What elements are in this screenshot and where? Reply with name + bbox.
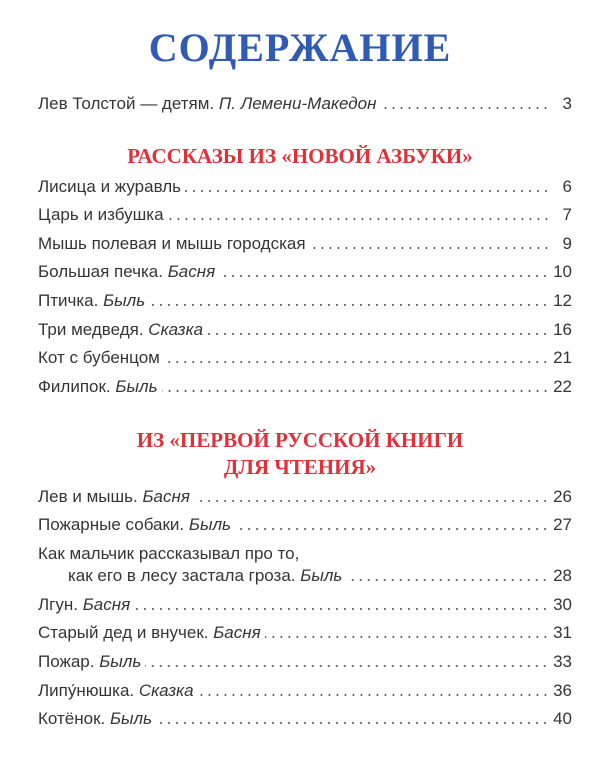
entry-genre: Басня (167, 262, 216, 282)
section-heading (0, 427, 600, 481)
toc-entry[interactable] (38, 591, 572, 620)
dot-leader (149, 304, 549, 306)
entry-title: Филипок. (38, 376, 111, 396)
entry-genre: Быль (300, 565, 343, 585)
toc-entry[interactable] (38, 373, 572, 402)
dot-leader (162, 390, 550, 392)
page-number: 33 (553, 652, 572, 672)
page-number: 27 (553, 515, 572, 535)
entry-title: Три медведя. (38, 319, 144, 339)
toc-entry[interactable] (38, 201, 572, 230)
toc-entry[interactable] (38, 230, 572, 259)
page-number: 6 (562, 176, 572, 196)
entry-title-line1: Как мальчик рассказывал про то, (38, 543, 300, 563)
entry-title: Лгун. (38, 594, 78, 614)
dot-leader (164, 361, 549, 363)
toc-entry[interactable] (38, 540, 572, 591)
page-number: 36 (553, 680, 572, 700)
dot-leader (265, 636, 549, 638)
toc-entry[interactable] (38, 648, 572, 677)
entry-genre: Быль (103, 291, 146, 311)
page-number: 3 (562, 94, 572, 113)
toc-entry[interactable] (38, 619, 572, 648)
entry-genre: Быль (109, 709, 153, 729)
dot-leader (168, 218, 550, 220)
dot-leader (156, 722, 549, 724)
entry-title: Мышь полевая и мышь городская (38, 233, 306, 253)
toc-entry[interactable] (38, 90, 572, 119)
intro-list (38, 90, 572, 119)
entry-title: Пожарные собаки. (38, 515, 185, 535)
toc-entry[interactable] (38, 287, 572, 316)
section1-list (38, 173, 572, 402)
entry-title: Пожар. (38, 652, 95, 672)
dot-leader (219, 275, 549, 277)
toc-entry[interactable] (38, 344, 572, 373)
dot-leader (310, 247, 550, 249)
dot-leader (380, 107, 550, 109)
page-title: СОДЕРЖАНИЕ (148, 25, 452, 70)
dot-leader (198, 694, 549, 696)
toc-entry[interactable] (38, 705, 572, 734)
toc-entry[interactable] (38, 483, 572, 512)
page-number: 31 (553, 623, 572, 643)
dot-leader (134, 608, 549, 610)
section-heading-line: ИЗ «ПЕРВОЙ РУССКОЙ КНИГИ (136, 427, 464, 452)
entry-author: П. Лемени-Македон (218, 94, 377, 113)
entry-title: Большая печка. (38, 262, 163, 282)
section-heading-line: ДЛЯ ЧТЕНИЯ» (223, 454, 377, 479)
entry-genre: Сказка (138, 680, 194, 700)
page-number: 40 (553, 709, 572, 729)
entry-title-line2: как его в лесу застала гроза. (68, 565, 296, 585)
entry-title: Птичка. (38, 291, 99, 311)
entry-title: Старый дед и внучек. (38, 623, 209, 643)
entry-title: Лисица и журавль (38, 176, 181, 196)
entry-genre: Быль (99, 652, 142, 672)
entry-title: Царь и избушка (38, 205, 164, 225)
dot-leader (185, 190, 550, 192)
page-number: 12 (553, 291, 572, 311)
entry-title: Лев и мышь. (38, 486, 138, 506)
toc-entry[interactable] (38, 677, 572, 706)
section-heading: РАССКАЗЫ ИЗ «НОВОЙ АЗБУКИ» (127, 144, 473, 168)
dot-leader (207, 333, 549, 335)
entry-title: Лев Толстой — детям. (38, 94, 215, 113)
page-number: 7 (562, 205, 572, 225)
page-number: 16 (553, 319, 572, 339)
dot-leader (145, 665, 549, 667)
entry-genre: Басня (142, 486, 190, 506)
toc-entry[interactable] (38, 258, 572, 287)
entry-title: Кот с бубенцом (38, 348, 160, 368)
page-number: 9 (562, 233, 572, 253)
section2-list (38, 483, 572, 734)
entry-genre: Басня (213, 623, 261, 643)
page-number: 26 (553, 486, 572, 506)
entry-title: Липу́нюшка. (38, 680, 135, 700)
entry-genre: Быль (115, 376, 158, 396)
dot-leader (346, 579, 549, 581)
toc-entry[interactable] (38, 316, 572, 345)
toc-entry[interactable] (38, 173, 572, 202)
entry-genre: Сказка (148, 319, 204, 339)
page-number: 21 (553, 348, 572, 368)
entry-title: Котёнок. (38, 709, 106, 729)
dot-leader (235, 528, 549, 530)
entry-genre: Быль (188, 515, 231, 535)
page-number: 10 (553, 262, 572, 282)
entry-genre: Басня (82, 594, 131, 614)
dot-leader (194, 500, 549, 502)
page-number: 22 (553, 376, 572, 396)
toc-entry[interactable] (38, 511, 572, 540)
page-number: 30 (553, 594, 572, 614)
page-number: 28 (553, 565, 572, 585)
